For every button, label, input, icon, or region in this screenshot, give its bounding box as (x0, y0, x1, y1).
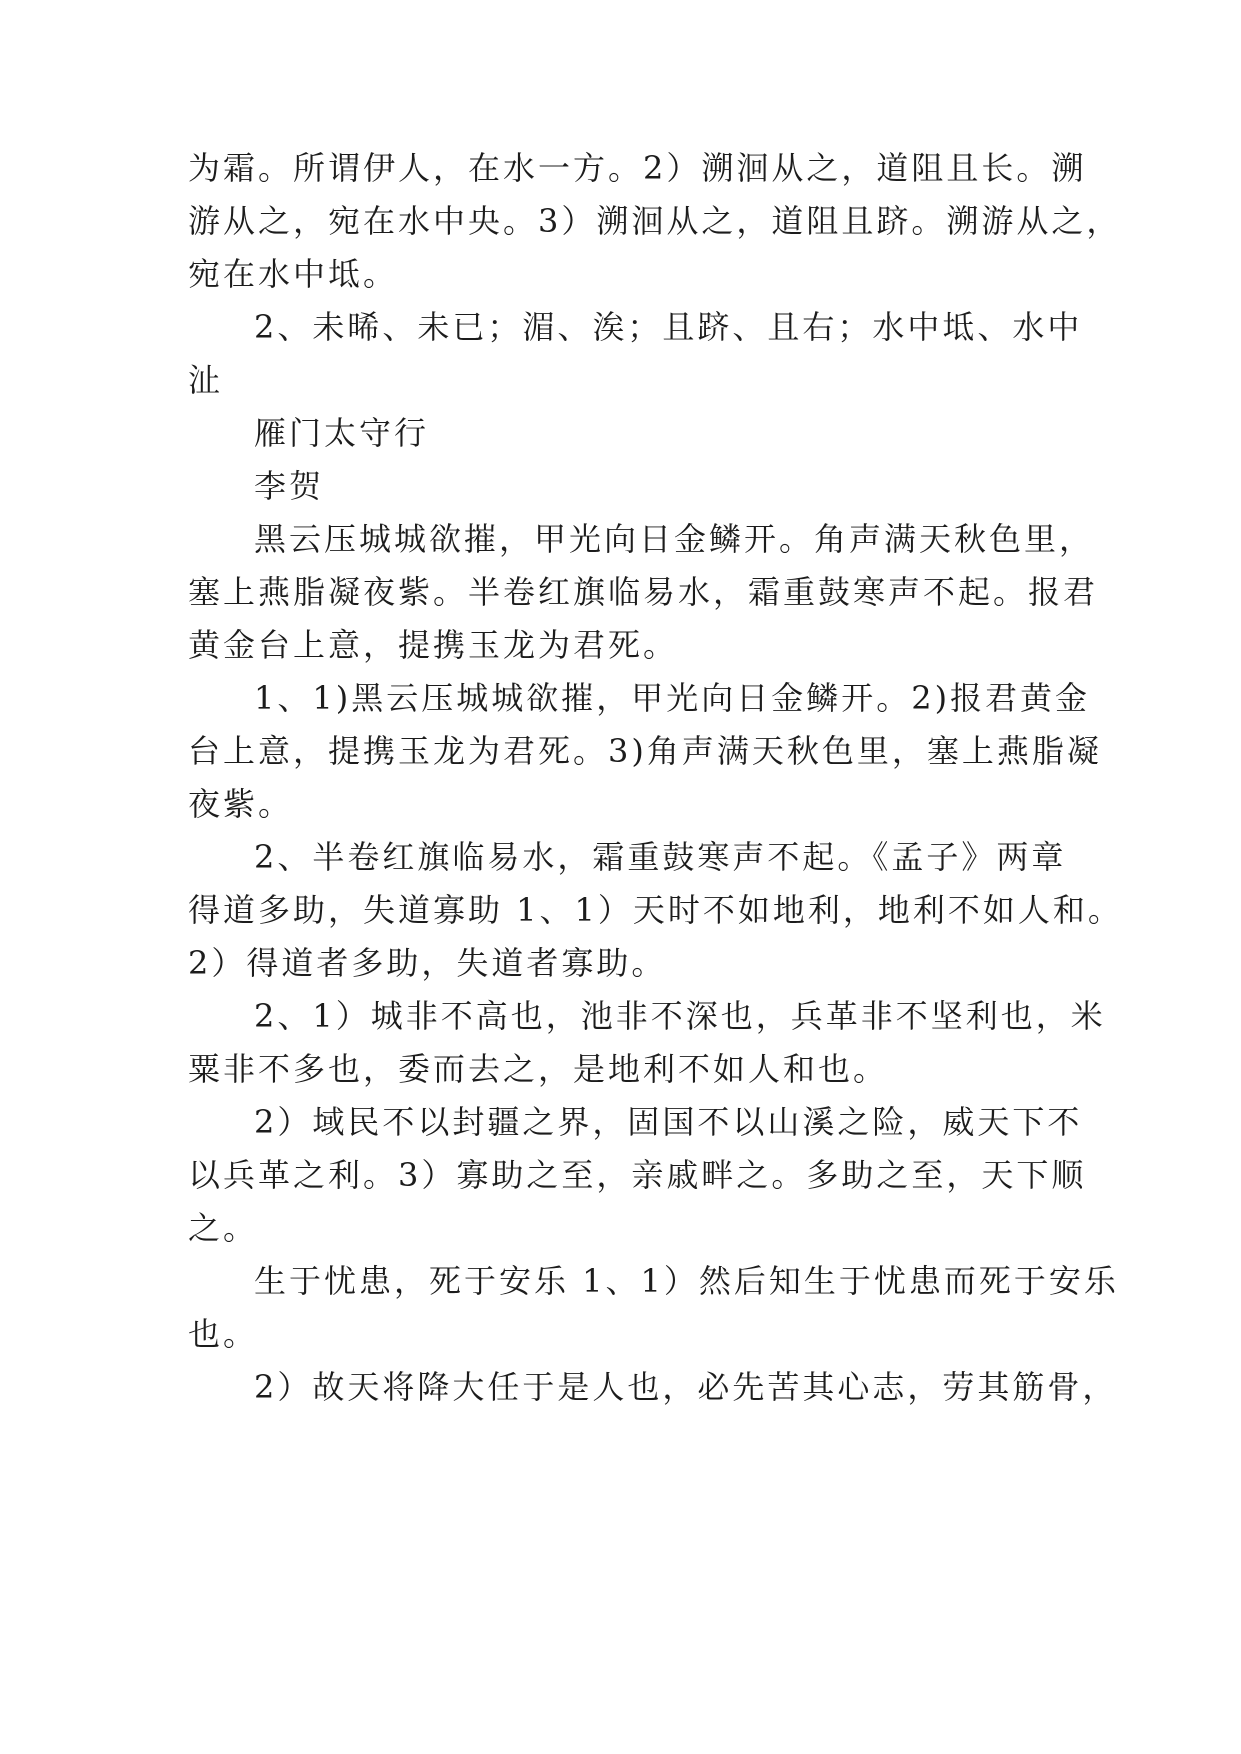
text-line: 台上意，提携玉龙为君死。3)角声满天秋色里，塞上燕脂凝 (188, 732, 1102, 770)
text-line: 2）域民不以封疆之界，固国不以山溪之险，威天下不 (254, 1103, 1083, 1141)
text-line: 生于忧患，死于安乐 1、1）然后知生于忧患而死于安乐 (254, 1262, 1119, 1300)
text-line: 也。 (188, 1315, 259, 1353)
text-line: 1、1)黑云压城城欲摧，甲光向日金鳞开。2)报君黄金 (254, 679, 1091, 717)
text-line: 粟非不多也，委而去之，是地利不如人和也。 (188, 1050, 889, 1088)
text-line: 为霜。所谓伊人，在水一方。2）溯洄从之，道阻且长。溯 (188, 149, 1087, 187)
text-line: 之。 (188, 1209, 259, 1247)
poem-title: 雁门太守行 (254, 414, 430, 452)
text-line: 2）得道者多助，失道者寡助。 (188, 944, 667, 982)
text-line: 2）故天将降大任于是人也，必先苦其心志，劳其筋骨， (254, 1368, 1118, 1406)
poem-author: 李贺 (254, 467, 325, 505)
text-line: 宛在水中坻。 (188, 255, 399, 293)
text-line: 沚 (188, 361, 224, 399)
text-line: 夜紫。 (188, 785, 294, 823)
text-line: 以兵革之利。3）寡助之至，亲戚畔之。多助之至，天下顺 (188, 1156, 1087, 1194)
text-line: 2、未晞、未已；湄、涘；且跻、且右；水中坻、水中 (254, 308, 1083, 346)
text-line: 得道多助，失道寡助 1、1）天时不如地利，地利不如人和。 (188, 891, 1123, 929)
text-line: 2、1）城非不高也，池非不深也，兵革非不坚利也，米 (254, 997, 1106, 1035)
text-line: 黄金台上意，提携玉龙为君死。 (188, 626, 679, 664)
text-line: 游从之，宛在水中央。3）溯洄从之，道阻且跻。溯游从之， (188, 202, 1122, 240)
text-line: 塞上燕脂凝夜紫。半卷红旗临易水，霜重鼓寒声不起。报君 (188, 573, 1099, 611)
text-line: 2、半卷红旗临易水，霜重鼓寒声不起。《孟子》两章 (254, 838, 1067, 876)
text-line: 黑云压城城欲摧，甲光向日金鳞开。角声满天秋色里， (254, 520, 1095, 558)
